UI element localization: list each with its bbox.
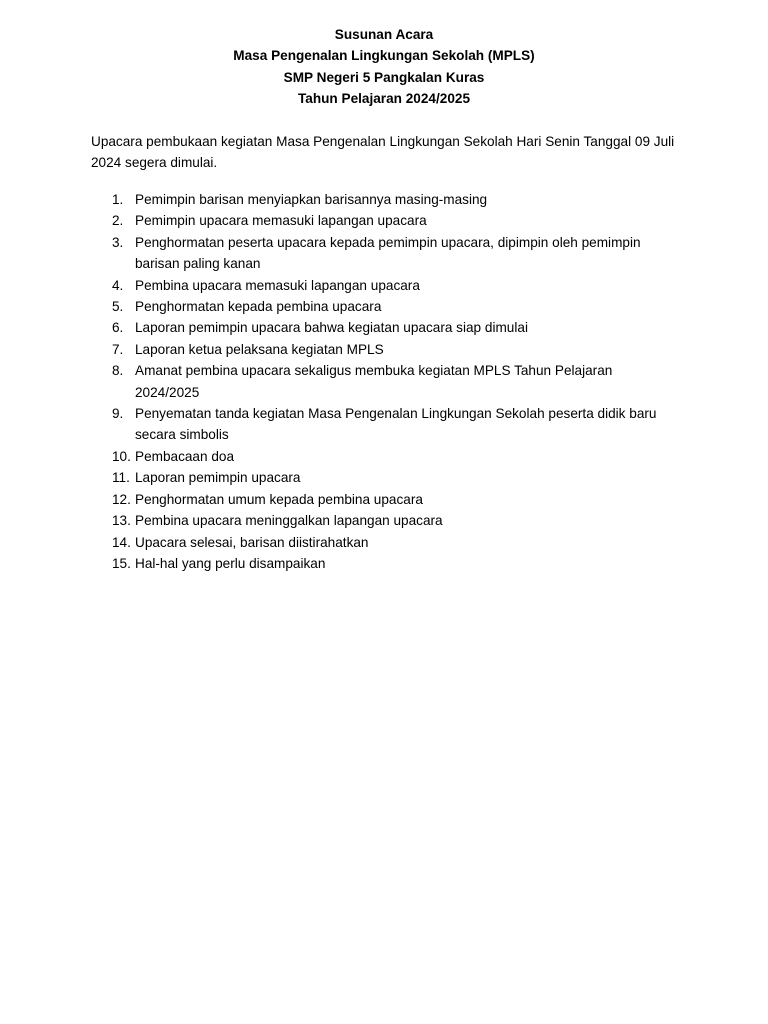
header-school-name: SMP Negeri 5 Pangkalan Kuras bbox=[283, 69, 485, 85]
agenda-list bbox=[0, 189, 768, 574]
agenda-item-text: Laporan pemimpin upacara bbox=[135, 470, 301, 486]
agenda-item bbox=[0, 210, 680, 231]
agenda-item bbox=[0, 189, 680, 210]
agenda-item-text: Amanat pembina upacara sekaligus membuka kegiatan MPLS Tahun Pelajaran 2024/2025 bbox=[135, 363, 613, 400]
intro-paragraph: Upacara pembukaan kegiatan Masa Pengenalan Lingkungan Sekolah Hari Senin Tanggal 09 Juli 2024 segera dimulai. bbox=[91, 134, 675, 171]
agenda-item-text: Pembina upacara memasuki lapangan upacara bbox=[135, 277, 420, 293]
agenda-item-text: Penghormatan peserta upacara kepada pemimpin upacara, dipimpin oleh pemimpin barisan paling kanan bbox=[135, 234, 641, 272]
agenda-item-number: 10. bbox=[112, 448, 131, 464]
agenda-item-text: Laporan ketua pelaksana kegiatan MPLS bbox=[135, 341, 384, 357]
agenda-item-number: 8. bbox=[112, 363, 124, 379]
agenda-item bbox=[0, 317, 680, 338]
agenda-item bbox=[0, 532, 680, 553]
agenda-item-text: Pemimpin upacara memasuki lapangan upacara bbox=[135, 213, 427, 229]
agenda-item-number: 4. bbox=[112, 277, 124, 293]
agenda-item bbox=[0, 232, 680, 275]
agenda-item-number: 11. bbox=[112, 470, 130, 486]
agenda-item bbox=[0, 403, 680, 446]
agenda-item-number: 7. bbox=[112, 341, 124, 357]
agenda-item bbox=[0, 360, 680, 403]
agenda-item-text: Upacara selesai, barisan diistirahatkan bbox=[135, 534, 369, 550]
agenda-item-number: 15. bbox=[112, 555, 131, 571]
agenda-item-number: 5. bbox=[112, 299, 124, 315]
agenda-item bbox=[0, 339, 680, 360]
header-event-name: Masa Pengenalan Lingkungan Sekolah (MPLS) bbox=[233, 48, 535, 64]
agenda-item-number: 1. bbox=[112, 192, 124, 207]
agenda-item-text: Penyematan tanda kegiatan Masa Pengenalan Lingkungan Sekolah peserta didik baru secara simbolis bbox=[135, 406, 657, 443]
agenda-item-text: Hal-hal yang perlu disampaikan bbox=[135, 555, 326, 571]
agenda-item bbox=[0, 446, 680, 467]
agenda-item-text: Pembina upacara meninggalkan lapangan upacara bbox=[135, 513, 443, 529]
agenda-item bbox=[0, 510, 680, 531]
header-academic-year: Tahun Pelajaran 2024/2025 bbox=[297, 91, 471, 107]
document-header bbox=[0, 24, 768, 110]
agenda-item-number: 9. bbox=[112, 406, 124, 422]
agenda-item bbox=[0, 467, 680, 488]
agenda-item-number: 2. bbox=[112, 213, 124, 229]
agenda-item bbox=[0, 275, 680, 296]
agenda-item bbox=[0, 489, 680, 510]
agenda-item-number: 12. bbox=[112, 491, 131, 507]
header-title: Susunan Acara bbox=[334, 27, 434, 42]
agenda-item-number: 13. bbox=[112, 513, 131, 529]
agenda-item-number: 6. bbox=[112, 320, 124, 336]
agenda-item-number: 14. bbox=[112, 534, 131, 550]
agenda-item-text: Pemimpin barisan menyiapkan barisannya masing-masing bbox=[135, 192, 488, 207]
agenda-item bbox=[0, 553, 680, 574]
agenda-item-text: Pembacaan doa bbox=[135, 448, 235, 464]
agenda-item bbox=[0, 296, 680, 317]
agenda-item-text: Penghormatan umum kepada pembina upacara bbox=[135, 491, 423, 507]
agenda-item-number: 3. bbox=[112, 234, 124, 250]
agenda-item-text: Penghormatan kepada pembina upacara bbox=[135, 299, 382, 315]
agenda-item-text: Laporan pemimpin upacara bahwa kegiatan upacara siap dimulai bbox=[135, 320, 528, 336]
